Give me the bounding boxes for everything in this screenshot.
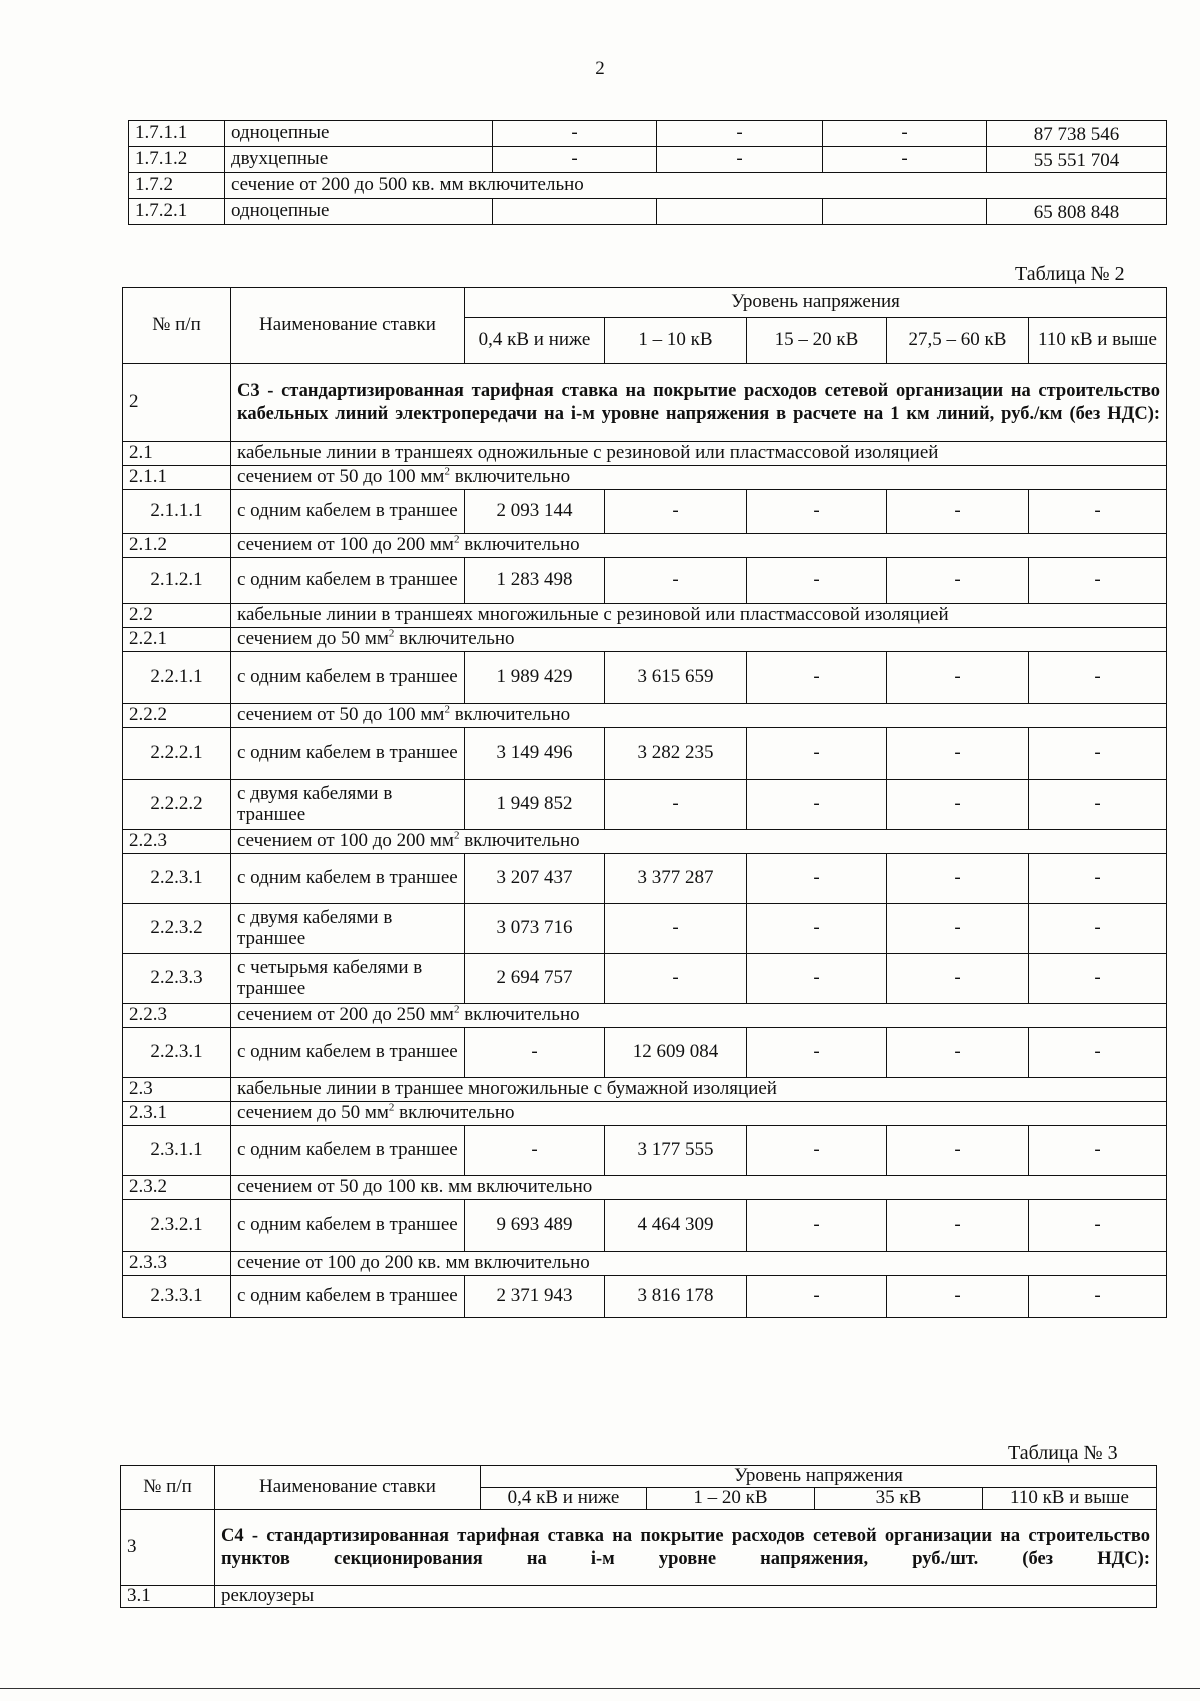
row-value: - — [747, 728, 887, 780]
row-name-text: сечением до 50 мм — [237, 628, 389, 650]
row-value: - — [657, 121, 823, 147]
row-value: - — [1029, 1200, 1167, 1252]
row-name — [231, 704, 1167, 728]
row-num: 2.1 — [123, 442, 231, 466]
row-value: - — [1029, 652, 1167, 704]
row-name-text: сечение от 100 до 200 кв. мм включительно — [237, 1252, 590, 1274]
header-col-3: 15 – 20 кВ — [747, 318, 887, 364]
row-value: - — [747, 1028, 887, 1078]
table-row — [129, 173, 1167, 199]
table-row — [129, 147, 1167, 173]
t3-header-col-1: 0,4 кВ и ниже — [481, 1488, 647, 1510]
row-name: с одним кабелем в траншее — [231, 1126, 465, 1176]
row-name — [231, 604, 1167, 628]
row-num: 2.2.3.1 — [123, 1028, 231, 1078]
row-num: 1.7.1.1 — [129, 121, 225, 147]
row-value: - — [1029, 1028, 1167, 1078]
row-value: - — [493, 147, 657, 173]
row-num: 2.2.3.2 — [123, 904, 231, 954]
row-value: 9 693 489 — [465, 1200, 605, 1252]
row-num: 2.3 — [123, 1078, 231, 1102]
row-value: - — [1029, 1126, 1167, 1176]
row-value: - — [605, 558, 747, 604]
row-value: 2 371 943 — [465, 1276, 605, 1318]
row-value: 12 609 084 — [605, 1028, 747, 1078]
row-name-text: сечением от 200 до 250 мм — [237, 1004, 454, 1026]
t3-header-num: № п/п — [121, 1466, 215, 1510]
row-value: - — [747, 780, 887, 830]
row-name — [231, 1004, 1167, 1028]
row-name-text: кабельные линии в траншее многожильные с бумажной изоляцией — [237, 1078, 777, 1100]
section-heading: С3 - стандартизированная тарифная ставка на покрытие расходов сетевой организации на строительство кабельных линий электропередачи на i-м уровне напряжения в расчете на 1 км линий, руб./км (без НДС): — [231, 364, 1167, 442]
header-col-4: 27,5 – 60 кВ — [887, 318, 1029, 364]
header-level: Уровень напряжения — [465, 288, 1167, 318]
row-value: - — [605, 904, 747, 954]
row-value: - — [747, 954, 887, 1004]
row-name: с одним кабелем в траншее — [231, 558, 465, 604]
row-name: с одним кабелем в траншее — [231, 1200, 465, 1252]
row-name-sup: 2 — [388, 1101, 395, 1114]
row-name — [231, 1078, 1167, 1102]
row-name-sup: 2 — [453, 533, 460, 546]
section-num: 2 — [123, 364, 231, 442]
row-value: - — [887, 652, 1029, 704]
row-value: - — [747, 1200, 887, 1252]
t3-header-col-2: 1 – 20 кВ — [647, 1488, 815, 1510]
row-value — [493, 199, 657, 225]
row-num: 2.2.2.1 — [123, 728, 231, 780]
t3-header-name: Наименование ставки — [215, 1466, 481, 1510]
row-value: - — [747, 854, 887, 904]
page-number: 2 — [595, 58, 605, 79]
row-value: 3 149 496 — [465, 728, 605, 780]
row-value: 3 615 659 — [605, 652, 747, 704]
row-name-text: кабельные линии в траншеях многожильные с резиновой или пластмассовой изоляцией — [237, 604, 949, 626]
row-name: с одним кабелем в траншее — [231, 652, 465, 704]
table-row — [129, 199, 1167, 225]
row-name: с четырьмя кабелями в траншее — [231, 954, 465, 1004]
row-name-text: сечением от 50 до 100 кв. мм включительно — [237, 1176, 593, 1198]
table-row — [123, 728, 1167, 780]
row-value: - — [887, 1200, 1029, 1252]
table-row — [129, 121, 1167, 147]
row-name-text: кабельные линии в траншеях одножильные с резиновой или пластмассовой изоляцией — [237, 442, 939, 464]
row-name: одноцепные — [225, 121, 493, 147]
table-row — [123, 1028, 1167, 1078]
row-num: 2.1.1.1 — [123, 490, 231, 534]
row-value: 4 464 309 — [605, 1200, 747, 1252]
table-row — [123, 1276, 1167, 1318]
row-value: 3 177 555 — [605, 1126, 747, 1176]
row-name-text: сечением до 50 мм — [237, 1102, 389, 1124]
row-value: 3 377 287 — [605, 854, 747, 904]
table-row — [123, 854, 1167, 904]
row-num: 2.2.3 — [123, 830, 231, 854]
row-value: 3 073 716 — [465, 904, 605, 954]
row-name — [231, 1176, 1167, 1200]
row-name — [231, 628, 1167, 652]
row-name-tail: включительно — [459, 1004, 580, 1026]
row-value: - — [747, 652, 887, 704]
row-name-text: сечением от 50 до 100 мм — [237, 704, 445, 726]
row-name: двухцепные — [225, 147, 493, 173]
row-num: 2.3.2.1 — [123, 1200, 231, 1252]
table3-caption: Таблица № 3 — [1008, 1442, 1118, 1464]
row-value: 2 694 757 — [465, 954, 605, 1004]
row-name-sup: 2 — [444, 465, 450, 478]
row-value: - — [823, 121, 987, 147]
row-value: - — [605, 954, 747, 1004]
row-value: - — [887, 728, 1029, 780]
row-value: - — [887, 954, 1029, 1004]
table-subheading-row — [123, 466, 1167, 490]
row-value: - — [747, 490, 887, 534]
table-subheading-row — [123, 1252, 1167, 1276]
t3-section-heading: С4 - стандартизированная тарифная ставка на покрытие расходов сетевой организации на строительство пунктов секционирования на i-м уровне напряжения, руб./шт. (без НДС): — [215, 1510, 1157, 1586]
table-subheading-row — [123, 1102, 1167, 1126]
t3-header-col-3: 35 кВ — [815, 1488, 983, 1510]
row-num: 2.3.1 — [123, 1102, 231, 1126]
row-name — [231, 1252, 1167, 1276]
row-value: - — [747, 904, 887, 954]
row-value: - — [657, 147, 823, 173]
row-value: - — [1029, 490, 1167, 534]
table2-caption: Таблица № 2 — [1015, 263, 1125, 285]
table-subheading-row — [123, 628, 1167, 652]
row-num: 2.2.2 — [123, 704, 231, 728]
row-value — [657, 199, 823, 225]
row-name-sup: 2 — [453, 1003, 460, 1016]
row-value: - — [1029, 728, 1167, 780]
row-num: 2.2.1.1 — [123, 652, 231, 704]
row-value: - — [747, 1276, 887, 1318]
row-name — [231, 1102, 1167, 1126]
row-name — [231, 466, 1167, 490]
row-name: с двумя кабелями в траншее — [231, 904, 465, 954]
row-value: - — [887, 904, 1029, 954]
row-value — [823, 199, 987, 225]
row-name: реклоузеры — [215, 1586, 1157, 1608]
row-num: 2.3.3.1 — [123, 1276, 231, 1318]
row-name-sup: 2 — [388, 627, 395, 640]
row-name-text: сечением от 100 до 200 мм — [237, 534, 454, 556]
row-name-tail: включительно — [394, 628, 515, 650]
row-value: - — [887, 490, 1029, 534]
row-value: - — [1029, 954, 1167, 1004]
table-2 — [122, 287, 1167, 1318]
row-value: - — [887, 1276, 1029, 1318]
table-row — [123, 490, 1167, 534]
row-value: - — [747, 558, 887, 604]
row-num: 2.1.2.1 — [123, 558, 231, 604]
row-name-tail: включительно — [459, 534, 580, 556]
table-row — [123, 1200, 1167, 1252]
table-subheading-row — [123, 604, 1167, 628]
row-value: - — [1029, 780, 1167, 830]
row-name: сечение от 200 до 500 кв. мм включительно — [225, 173, 1167, 199]
header-num: № п/п — [123, 288, 231, 364]
row-value: - — [605, 780, 747, 830]
header-col-5: 110 кВ и выше — [1029, 318, 1167, 364]
row-name: с одним кабелем в траншее — [231, 854, 465, 904]
row-num: 2.1.2 — [123, 534, 231, 558]
row-num: 2.2.3.1 — [123, 854, 231, 904]
table-row — [123, 904, 1167, 954]
row-value: - — [887, 854, 1029, 904]
row-name — [231, 534, 1167, 558]
header-name: Наименование ставки — [231, 288, 465, 364]
row-value: - — [465, 1126, 605, 1176]
row-value: 55 551 704 — [987, 147, 1167, 173]
row-num: 2.2.3.3 — [123, 954, 231, 1004]
header-col-2: 1 – 10 кВ — [605, 318, 747, 364]
row-value: 3 207 437 — [465, 854, 605, 904]
row-num: 1.7.1.2 — [129, 147, 225, 173]
row-num: 2.3.1.1 — [123, 1126, 231, 1176]
row-value: 3 282 235 — [605, 728, 747, 780]
row-value: - — [1029, 854, 1167, 904]
row-value: - — [1029, 1276, 1167, 1318]
row-value: 2 093 144 — [465, 490, 605, 534]
row-value: 3 816 178 — [605, 1276, 747, 1318]
row-name: с одним кабелем в траншее — [231, 1276, 465, 1318]
row-value: - — [887, 1126, 1029, 1176]
table-continuation — [128, 120, 1167, 225]
t3-header-level: Уровень напряжения — [481, 1466, 1157, 1488]
row-name-tail: включительно — [449, 466, 571, 488]
table-subheading-row — [121, 1586, 1157, 1608]
row-num: 1.7.2 — [129, 173, 225, 199]
row-num: 3.1 — [121, 1586, 215, 1608]
row-value: - — [887, 780, 1029, 830]
row-value: 1 989 429 — [465, 652, 605, 704]
t3-section-num: 3 — [121, 1510, 215, 1586]
row-name-tail: включительно — [449, 704, 571, 726]
row-num: 2.2 — [123, 604, 231, 628]
row-num: 2.3.2 — [123, 1176, 231, 1200]
table-row — [123, 954, 1167, 1004]
row-num: 2.2.1 — [123, 628, 231, 652]
row-value: 1 949 852 — [465, 780, 605, 830]
table-subheading-row — [123, 1176, 1167, 1200]
table-subheading-row — [123, 830, 1167, 854]
table-subheading-row — [123, 1004, 1167, 1028]
row-value: - — [823, 147, 987, 173]
row-value: 65 808 848 — [987, 199, 1167, 225]
table-subheading-row — [123, 704, 1167, 728]
row-name: с одним кабелем в траншее — [231, 490, 465, 534]
row-name — [231, 830, 1167, 854]
row-name: с одним кабелем в траншее — [231, 1028, 465, 1078]
row-value: - — [747, 1126, 887, 1176]
table-subheading-row — [123, 442, 1167, 466]
row-num: 1.7.2.1 — [129, 199, 225, 225]
row-value: 1 283 498 — [465, 558, 605, 604]
table-row — [123, 652, 1167, 704]
table-row — [123, 1126, 1167, 1176]
row-value: - — [1029, 904, 1167, 954]
row-value: - — [887, 1028, 1029, 1078]
table-subheading-row — [123, 534, 1167, 558]
table-subheading-row — [123, 1078, 1167, 1102]
t3-header-col-4: 110 кВ и выше — [983, 1488, 1157, 1510]
row-name-tail: включительно — [459, 830, 580, 852]
table-row — [123, 558, 1167, 604]
row-num: 2.1.1 — [123, 466, 231, 490]
row-num: 2.2.2.2 — [123, 780, 231, 830]
table-3 — [120, 1465, 1157, 1608]
row-name: с одним кабелем в траншее — [231, 728, 465, 780]
row-value: - — [605, 490, 747, 534]
footer-rule — [0, 1688, 1200, 1689]
table-row — [123, 780, 1167, 830]
row-value: 87 738 546 — [987, 121, 1167, 147]
row-name-text: сечением от 50 до 100 мм — [237, 466, 445, 488]
row-value: - — [1029, 558, 1167, 604]
row-name-tail: включительно — [394, 1102, 515, 1124]
row-value: - — [465, 1028, 605, 1078]
row-value: - — [493, 121, 657, 147]
row-name-sup: 2 — [444, 703, 450, 716]
row-name-sup: 2 — [453, 829, 460, 842]
row-name — [231, 442, 1167, 466]
row-name: одноцепные — [225, 199, 493, 225]
header-col-1: 0,4 кВ и ниже — [465, 318, 605, 364]
row-name-text: сечением от 100 до 200 мм — [237, 830, 454, 852]
row-value: - — [887, 558, 1029, 604]
row-num: 2.2.3 — [123, 1004, 231, 1028]
row-name: с двумя кабелями в траншее — [231, 780, 465, 830]
row-num: 2.3.3 — [123, 1252, 231, 1276]
